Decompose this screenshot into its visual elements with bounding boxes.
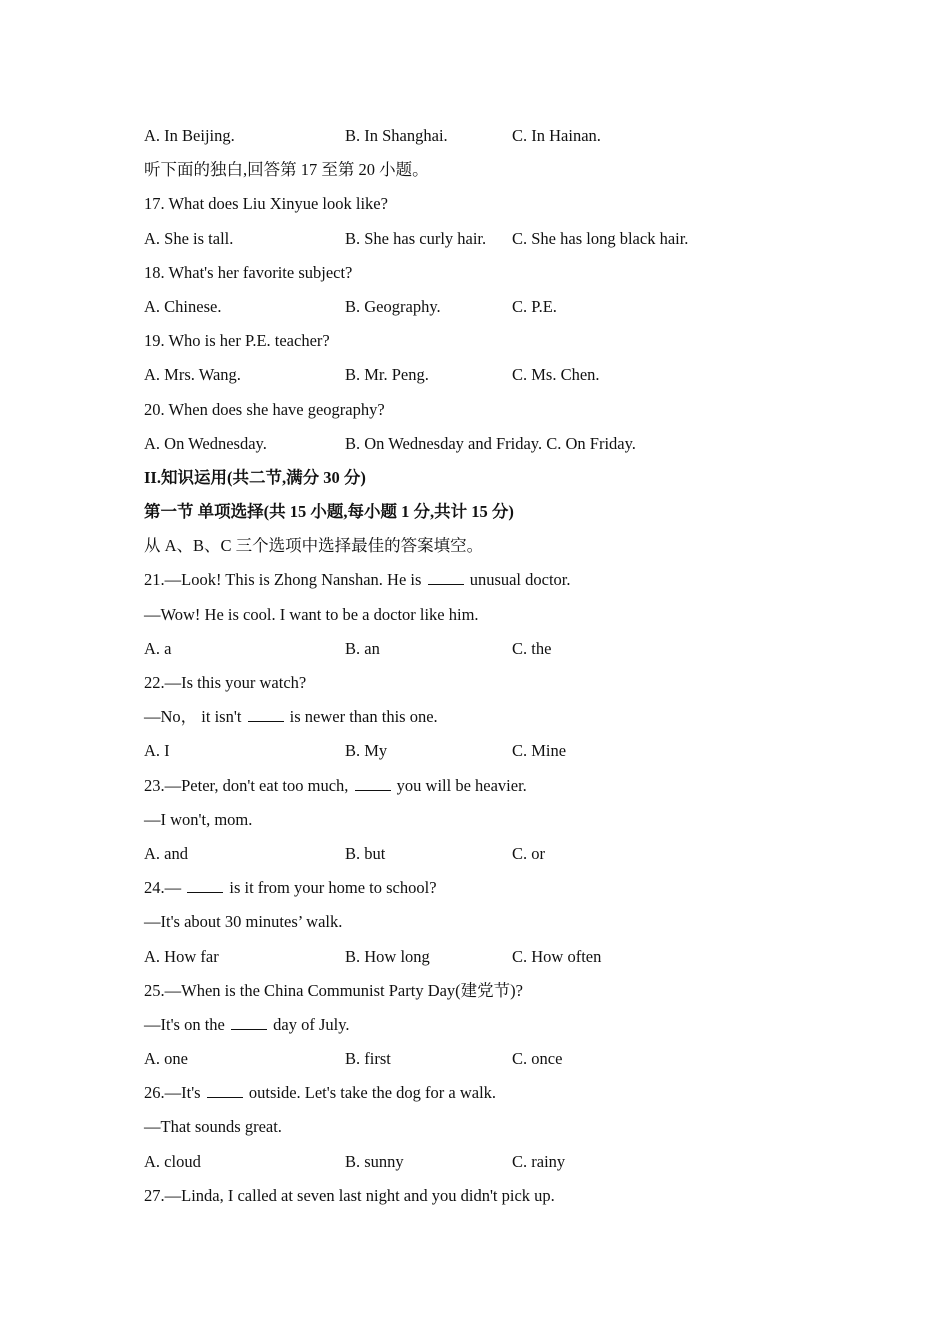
answer-options-row <box>144 222 904 256</box>
option-c: C. Ms. Chen. <box>512 365 600 385</box>
answer-options-row <box>144 940 904 974</box>
option-a: A. cloud <box>144 1151 201 1171</box>
option-c: C. Mine <box>512 741 567 761</box>
option-c: C. In Hainan. <box>512 126 601 145</box>
text-after-blank: outside. Let's take the dog for a walk. <box>244 1083 497 1103</box>
answer-blank <box>207 1083 243 1098</box>
answer-options-row <box>144 632 904 666</box>
option-b: B. an <box>345 638 380 658</box>
option-a: A. I <box>144 741 170 761</box>
answer-options-row <box>144 358 904 392</box>
option-b: B. Mr. Peng. <box>345 365 429 385</box>
option-b: B. My <box>345 741 388 761</box>
text-line: 18. What's her favorite subject? <box>144 262 353 282</box>
answer-blank <box>355 776 391 791</box>
question-line-with-blank <box>144 871 904 905</box>
text-before-blank: —It's on the <box>144 1014 230 1034</box>
option-b: B. In Shanghai. <box>345 126 448 145</box>
question-line-with-blank <box>144 700 904 734</box>
option-a: A. She is tall. <box>144 228 234 248</box>
text-line: 25.—When is the China Communist Party Day(建党节)? <box>144 980 523 1000</box>
text-line: 17. What does Liu Xinyue look like? <box>144 194 388 214</box>
answer-blank <box>248 707 284 722</box>
option-a: A. Chinese. <box>144 296 222 316</box>
option-a: A. a <box>144 638 172 658</box>
option-a: A. How far <box>144 946 219 966</box>
text-line: —Wow! He is cool. I want to be a doctor like him. <box>144 604 479 624</box>
question-line-with-blank <box>144 1076 904 1110</box>
answer-options-row <box>144 290 904 324</box>
answer-options-row <box>144 427 904 461</box>
option-a: A. one <box>144 1049 188 1069</box>
option-b: B. How long <box>345 946 430 966</box>
option-b: B. On Wednesday and Friday. C. On Friday. <box>345 433 636 453</box>
text-after-blank: unusual doctor. <box>465 570 571 590</box>
answer-options-row <box>144 1145 904 1179</box>
answer-blank <box>428 570 464 585</box>
option-b: B. first <box>345 1049 391 1069</box>
text-before-blank: 23.—Peter, don't eat too much, <box>144 775 353 795</box>
text-line: —I won't, mom. <box>144 809 253 829</box>
option-a: A. On Wednesday. <box>144 433 267 453</box>
text-line: 27.—Linda, I called at seven last night and you didn't pick up. <box>144 1185 555 1205</box>
answer-options-row <box>144 837 904 871</box>
option-c: C. rainy <box>512 1151 566 1171</box>
section-heading: II.知识运用(共二节,满分 30 分) <box>144 467 366 487</box>
option-c: C. She has long black hair. <box>512 228 689 248</box>
text-line: —That sounds great. <box>144 1117 282 1137</box>
option-c: C. P.E. <box>512 296 557 316</box>
option-b: B. Geography. <box>345 296 441 316</box>
option-c: C. or <box>512 843 545 863</box>
text-line: 22.—Is this your watch? <box>144 673 307 692</box>
question-line-with-blank <box>144 563 904 597</box>
text-after-blank: is it from your home to school? <box>225 878 437 898</box>
option-a: A. In Beijing. <box>144 126 235 145</box>
question-line-with-blank <box>144 769 904 803</box>
option-b: B. but <box>345 843 386 863</box>
text-after-blank: you will be heavier. <box>392 775 527 795</box>
answer-blank <box>187 878 223 893</box>
text-line: 听下面的独白,回答第 17 至第 20 小题。 <box>144 160 429 180</box>
text-before-blank: 21.—Look! This is Zhong Nanshan. He is <box>144 570 426 590</box>
section-heading: 第一节 单项选择(共 15 小题,每小题 1 分,共计 15 分) <box>144 502 514 522</box>
text-line: 20. When does she have geography? <box>144 399 385 419</box>
text-line: 从 A、B、C 三个选项中选择最佳的答案填空。 <box>144 536 484 556</box>
text-before-blank: 26.—It's <box>144 1083 205 1103</box>
text-after-blank: day of July. <box>269 1014 350 1034</box>
option-c: C. once <box>512 1049 563 1069</box>
text-after-blank: is newer than this one. <box>285 707 438 727</box>
answer-options-row <box>144 734 904 768</box>
text-before-blank: —No， it isn't <box>144 707 246 727</box>
option-a: A. and <box>144 843 188 863</box>
text-line: —It's about 30 minutes’ walk. <box>144 912 343 932</box>
answer-options-row <box>144 1042 904 1076</box>
option-c: C. the <box>512 638 552 658</box>
option-b: B. She has curly hair. <box>345 228 487 248</box>
answer-blank <box>231 1015 267 1030</box>
option-b: B. sunny <box>345 1151 404 1171</box>
exam-page <box>144 119 904 1213</box>
text-before-blank: 24.— <box>144 878 186 898</box>
question-line-with-blank <box>144 1008 904 1042</box>
answer-options-row <box>144 119 904 153</box>
option-c: C. How often <box>512 946 602 966</box>
text-line: 19. Who is her P.E. teacher? <box>144 331 330 351</box>
option-a: A. Mrs. Wang. <box>144 365 241 385</box>
